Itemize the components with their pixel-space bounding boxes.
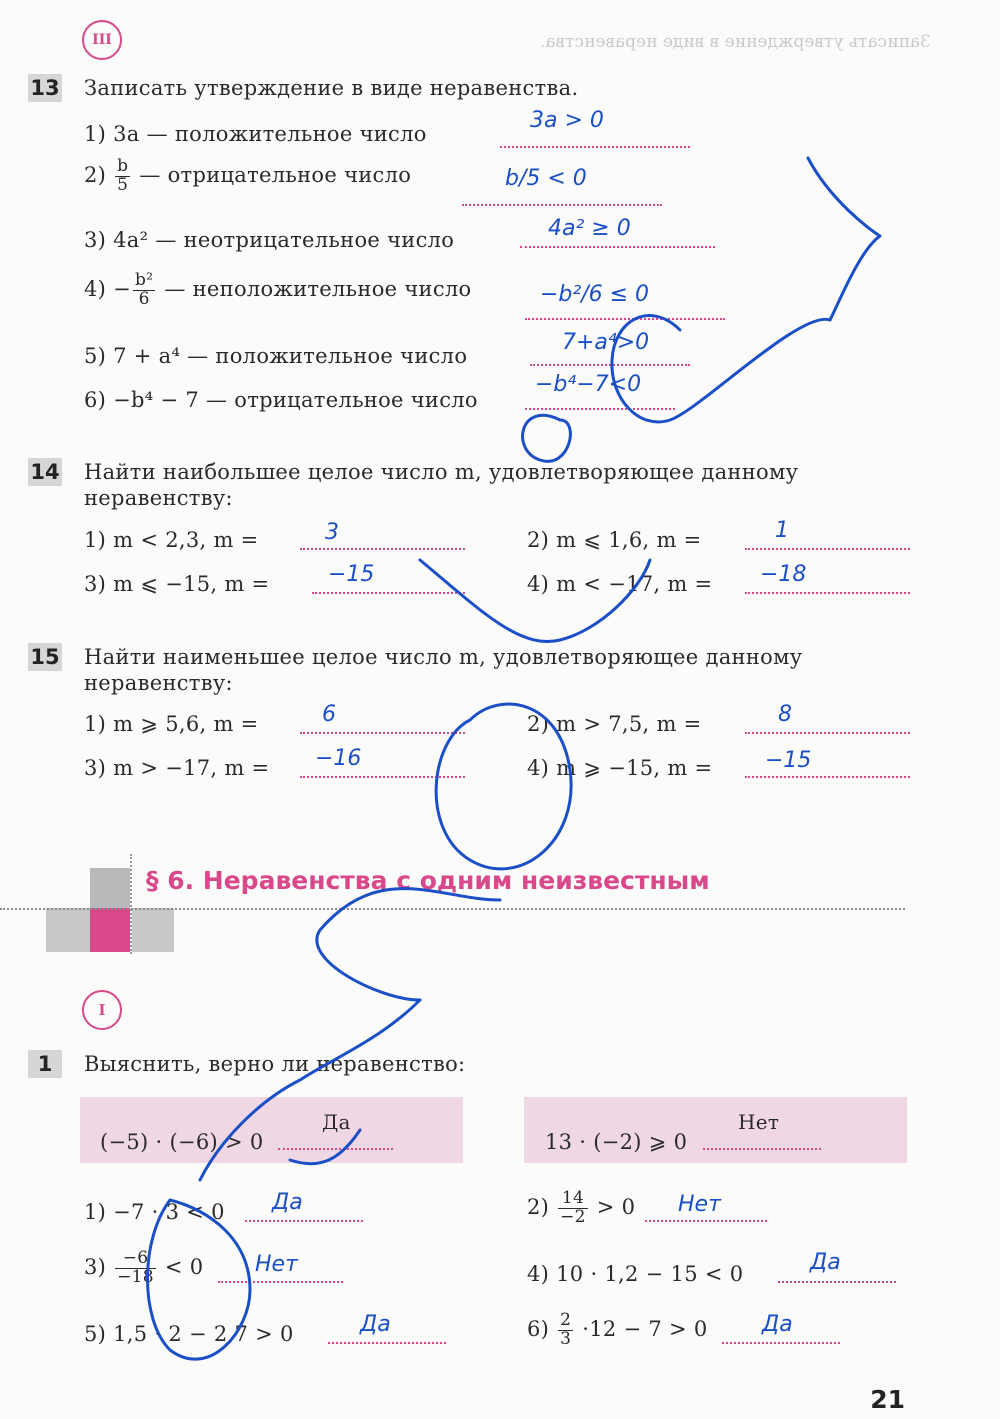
exercise-13-number: 13 (28, 74, 62, 102)
deco-square-right (132, 908, 174, 952)
example-right-answer: Нет (738, 1110, 780, 1134)
ex1-answer-line-3[interactable] (218, 1281, 343, 1283)
ex13-item-1: 1) 3a — положительное число (84, 122, 427, 146)
ex1-fraction-3: $\frac{-6}{-18}$ (117, 1248, 154, 1287)
ex13-item-4: 4) − $\frac{\text{b²}}{6}$ — неположительное число (84, 270, 472, 309)
ex13-item-5: 5) 7 + a⁴ — положительное число (84, 344, 468, 368)
ex15-item-2: 2) m > 7,5, m = (527, 712, 702, 736)
example-right-line (703, 1148, 821, 1150)
ex1-item-2: 2) $\frac{14}{-2}$ > 0 (527, 1188, 636, 1227)
ex13-answer-5: 7+a⁴>0 (562, 330, 650, 355)
ex15-answer-2: 8 (778, 702, 792, 727)
ex13-answer-3: 4a² ≥ 0 (548, 216, 631, 241)
ex15-answer-line-4[interactable] (745, 776, 910, 778)
level-mark-iii: III (82, 20, 122, 60)
section-dotted-rule (0, 908, 905, 910)
ex14-answer-line-4[interactable] (745, 592, 910, 594)
ex1-item-6: 6) $\frac{2}{3}$ ·12 − 7 > 0 (527, 1310, 708, 1349)
scribble-stroke-6 (317, 889, 500, 1000)
ex1-fraction-6: $\frac{2}{3}$ (560, 1310, 572, 1349)
ex13-fraction-2: $\frac{b}{5}$ (117, 156, 129, 195)
section-title: § 6. Неравенства с одним неизвестным (146, 866, 710, 895)
ex13-answer-line-4[interactable] (525, 318, 725, 320)
ex1-item-5: 5) 1,5 · 2 − 2,7 > 0 (84, 1322, 294, 1346)
ex14-item-3: 3) m ⩽ −15, m = (84, 572, 270, 596)
ex1-answer-line-2[interactable] (645, 1220, 767, 1222)
ex15-answer-line-2[interactable] (745, 732, 910, 734)
ex14-answer-line-3[interactable] (312, 592, 465, 594)
ex14-answer-3: −15 (328, 562, 375, 587)
ex13-item-2: 2) $\frac{b}{5}$ — отрицательное число (84, 156, 412, 195)
ex1-item-4: 4) 10 · 1,2 − 15 < 0 (527, 1262, 744, 1286)
exercise-13-title: Записать утверждение в виде неравенства. (84, 76, 579, 100)
bleed-through-text: Записать утверждение в виде неравенства. (540, 32, 931, 52)
ex13-answer-line-1[interactable] (500, 146, 690, 148)
ex1-answer-5: Да (360, 1312, 391, 1337)
ex14-answer-1: 3 (325, 520, 339, 545)
ex13-answer-line-6[interactable] (525, 408, 675, 410)
ex15-answer-4: −15 (765, 748, 812, 773)
ex13-item-3: 3) 4a² — неотрицательное число (84, 228, 455, 252)
ex14-answer-4: −18 (760, 562, 807, 587)
ex13-answer-line-3[interactable] (520, 246, 715, 248)
exercise-15-title-2: неравенству: (84, 671, 233, 695)
ex14-answer-2: 1 (775, 518, 789, 543)
ex1-answer-line-4[interactable] (778, 1281, 896, 1283)
exercise-14-title-2: неравенству: (84, 486, 233, 510)
ex15-item-4: 4) m ⩾ −15, m = (527, 756, 713, 780)
ex13-answer-2: b/5 < 0 (505, 166, 587, 191)
deco-square-left (46, 908, 90, 952)
exercise-14-number: 14 (28, 458, 62, 486)
ex13-fraction-4: $\frac{\text{b²}}{6}$ (135, 270, 154, 309)
ex13-item-6: 6) −b⁴ − 7 — отрицательное число (84, 388, 478, 412)
example-right-expr: 13 · (−2) ⩾ 0 (545, 1130, 688, 1154)
ex14-item-1: 1) m < 2,3, m = (84, 528, 259, 552)
ex14-answer-line-1[interactable] (300, 548, 465, 550)
ex13-answer-line-2[interactable] (462, 204, 662, 206)
ex1-fraction-2: $\frac{14}{-2}$ (560, 1188, 586, 1227)
exercise-1-title: Выяснить, верно ли неравенство: (84, 1052, 466, 1076)
ex14-item-4: 4) m < −17, m = (527, 572, 713, 596)
ex1-answer-3: Нет (255, 1252, 298, 1277)
example-left-expr: (−5) · (−6) > 0 (100, 1130, 264, 1154)
ex15-item-3: 3) m > −17, m = (84, 756, 270, 780)
exercise-14-title-1: Найти наибольшее целое число m, удовлетворяющее данному (84, 460, 799, 484)
ex13-answer-1: 3a > 0 (530, 108, 604, 133)
ex1-answer-line-5[interactable] (328, 1342, 446, 1344)
ex15-answer-line-3[interactable] (300, 776, 465, 778)
scribble-stroke-1 (808, 158, 880, 320)
ex1-answer-2: Нет (678, 1192, 721, 1217)
ex15-answer-3: −16 (315, 746, 362, 771)
exercise-15-number: 15 (28, 643, 62, 671)
ex1-item-3: 3) $\frac{-6}{-18}$ < 0 (84, 1248, 204, 1287)
example-left-answer: Да (322, 1110, 351, 1134)
deco-vertical-dots (130, 854, 132, 954)
deco-square-top (90, 868, 130, 908)
ex15-answer-line-1[interactable] (300, 732, 465, 734)
deco-square-pink (90, 908, 130, 952)
ex13-answer-6: −b⁴−7<0 (535, 372, 642, 397)
level-mark-i: I (82, 990, 122, 1030)
ex14-item-2: 2) m ⩽ 1,6, m = (527, 528, 702, 552)
ex1-answer-line-6[interactable] (722, 1342, 840, 1344)
ex13-answer-4: −b²/6 ≤ 0 (540, 282, 650, 307)
ex15-answer-1: 6 (322, 702, 336, 727)
ex15-item-1: 1) m ⩾ 5,6, m = (84, 712, 259, 736)
ex14-answer-line-2[interactable] (745, 548, 910, 550)
ex1-item-1: 1) −7 · 3 < 0 (84, 1200, 225, 1224)
page-number: 21 (870, 1385, 905, 1414)
ex1-answer-4: Да (810, 1250, 841, 1275)
ex1-answer-6: Да (762, 1312, 793, 1337)
exercise-15-title-1: Найти наименьшее целое число m, удовлетворяющее данному (84, 645, 803, 669)
scribble-stroke-3 (523, 415, 571, 461)
ex13-answer-line-5[interactable] (530, 364, 690, 366)
example-left-line (278, 1148, 393, 1150)
ex1-answer-line-1[interactable] (245, 1220, 363, 1222)
exercise-1-number: 1 (28, 1050, 62, 1078)
ex1-answer-1: Да (272, 1190, 303, 1215)
